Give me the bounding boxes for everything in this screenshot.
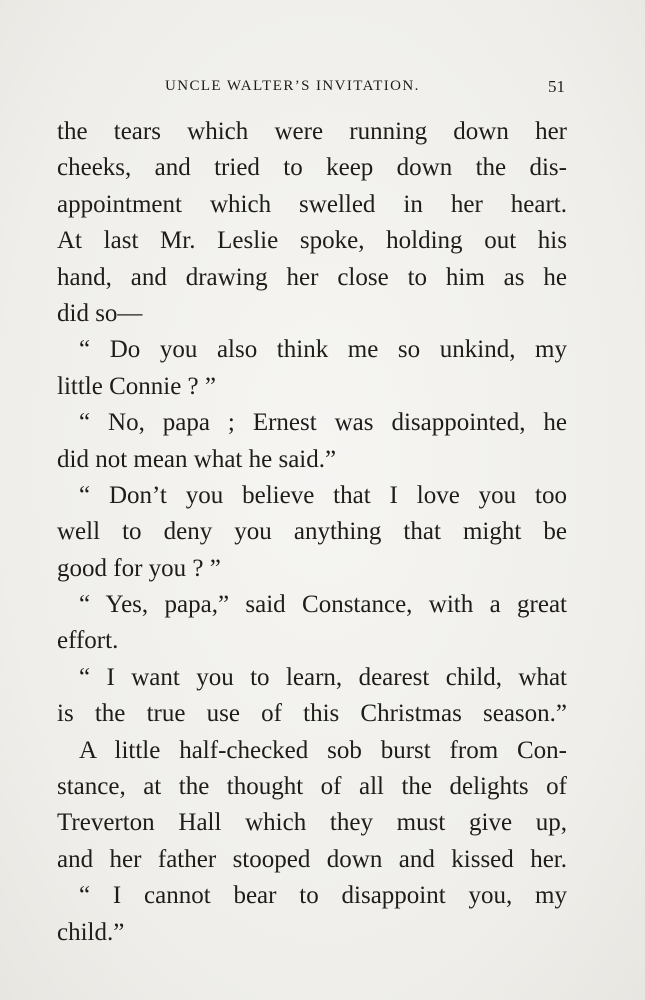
text-line: is the true use of this Christmas season.”: [57, 700, 567, 728]
text-line: stance, at the thought of all the delights of: [57, 773, 567, 801]
text-line: Treverton Hall which they must give up,: [57, 809, 567, 837]
text-line: effort.: [57, 627, 119, 655]
running-head: UNCLE WALTER’S INVITATION.: [165, 78, 420, 94]
text-line: “ Don’t you believe that I love you too: [79, 481, 567, 509]
body-text: [57, 114, 567, 951]
text-line: “ Yes, papa,” said Constance, with a great: [79, 591, 567, 619]
text-line: “ No, papa ; Ernest was disappointed, he: [79, 409, 567, 437]
page-header: [0, 78, 645, 102]
text-line: little Connie ? ”: [57, 372, 216, 400]
text-line: good for you ? ”: [57, 554, 221, 582]
text-line: appointment which swelled in her heart.: [57, 190, 567, 218]
text-line: did so—: [57, 299, 143, 327]
text-line: well to deny you anything that might be: [57, 518, 567, 546]
page-number: 51: [548, 77, 565, 96]
text-line: cheeks, and tried to keep down the dis-: [57, 154, 567, 182]
text-line: “ Do you also think me so unkind, my: [79, 336, 567, 364]
text-line: child.”: [57, 918, 125, 946]
text-line: At last Mr. Leslie spoke, holding out his: [57, 227, 567, 255]
text-line: and her father stooped down and kissed her.: [57, 845, 567, 873]
text-line: did not mean what he said.”: [57, 445, 337, 473]
text-line: hand, and drawing her close to him as he: [57, 263, 567, 291]
text-line: the tears which were running down her: [57, 118, 567, 145]
text-line: “ I want you to learn, dearest child, what: [79, 663, 567, 691]
text-line: “ I cannot bear to disappoint you, my: [79, 882, 567, 910]
text-line: A little half-checked sob burst from Con-: [79, 736, 567, 764]
